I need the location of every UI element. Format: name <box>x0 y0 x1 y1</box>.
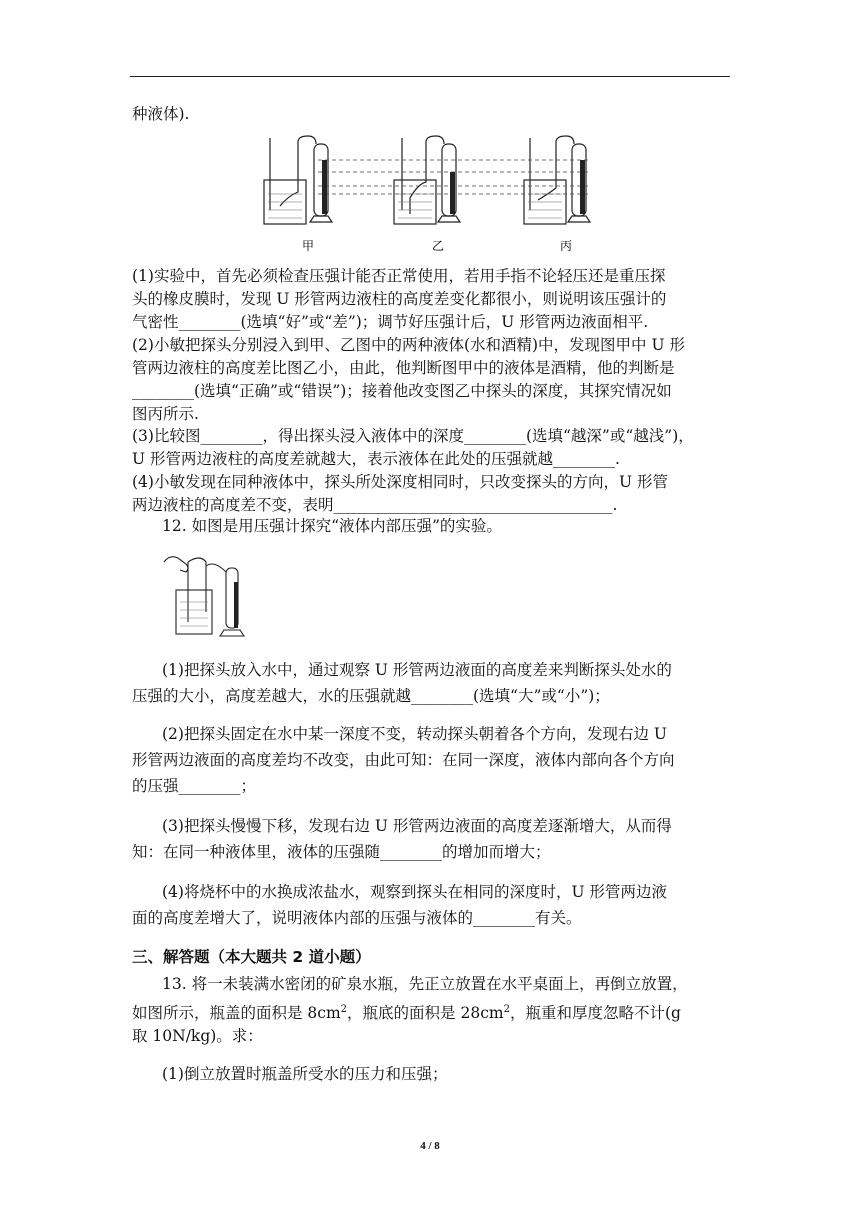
q12-p3-line-1: (3)把探头慢慢下移，发现右边 U 形管两边液面的高度差逐渐增大，从而得 <box>162 817 672 835</box>
q11-line-2: 头的橡皮膜时，发现 U 形管两边液柱的高度差变化都很小，则说明该压强计的 <box>132 290 667 308</box>
q13-line-1: 13. 将一未装满水密闭的矿泉水瓶，先正立放置在水平桌面上，再倒立放置， <box>162 975 688 993</box>
q12-p1-line-1: (1)把探头放入水中，通过观察 U 形管两边液面的高度差来判断探头处水的 <box>162 661 672 679</box>
q13-line-3: 取 10N/kg)。求： <box>132 1027 263 1045</box>
continued-text: 种液体). <box>132 105 190 123</box>
q12-p3-line-2: 知：在同一种液体里，液体的压强随________的增加而增大； <box>132 843 551 861</box>
q13-line-2: 如图所示，瓶盖的面积是 $8cm^2$，瓶底的面积是 $28cm^2$，瓶重和厚度忽略不计(g <box>132 1004 681 1023</box>
caption-yi: 乙 <box>432 239 445 253</box>
q11-line-7: 图丙所示. <box>132 405 199 423</box>
page-number: 4 / 8 <box>420 1140 440 1152</box>
manometer-figure-1 <box>258 134 598 256</box>
manometer-figure-2 <box>160 552 250 644</box>
q11-line-10: (4)小敏发现在同种液体中，探头所处深度相同时，只改变探头的方向，U 形管 <box>132 473 668 491</box>
q12-p2-line-2: 形管两边液面的高度差均不改变，由此可知：在同一深度，液体内部向各个方向 <box>132 751 675 769</box>
q11-line-1: (1)实验中，首先必须检查压强计能否正常使用，若用手指不论轻压还是重压探 <box>132 267 666 285</box>
q12-p2-line-3: 的压强________； <box>132 777 257 795</box>
q12-p4-line-2: 面的高度差增大了，说明液体内部的压强与液体的________有关。 <box>132 909 582 927</box>
q12-p4-line-1: (4)将烧杯中的水换成浓盐水，观察到探头在相同的深度时，U 形管两边液 <box>162 883 667 901</box>
header-rule <box>130 76 730 77</box>
caption-jia: 甲 <box>302 239 315 253</box>
q12-p2-line-1: (2)把探头固定在水中某一深度不变，转动探头朝着各个方向，发现右边 U <box>162 725 667 743</box>
q12-title: 12. 如图是用压强计探究“液体内部压强”的实验。 <box>162 517 502 535</box>
q11-line-6: ________(选填“正确”或“错误”)；接着他改变图乙中探头的深度，其探究情况如 <box>132 382 672 400</box>
section-heading: 三、解答题（本大题共 2 道小题） <box>132 948 371 966</box>
q11-line-4: (2)小敏把探头分别浸入到甲、乙图中的两种液体(水和酒精)中，发现图甲中 U 形 <box>132 336 685 354</box>
q11-line-11: 两边液柱的高度差不变，表明____________________________________. <box>132 496 618 514</box>
q12-p1-line-2: 压强的大小，高度差越大，水的压强就越________(选填“大”或“小”)； <box>132 687 610 705</box>
q11-line-5: 管两边液柱的高度差比图乙小，由此，他判断图甲中的液体是酒精，他的判断是 <box>132 359 675 377</box>
caption-bing: 丙 <box>560 239 573 253</box>
q13-sub-1: (1)倒立放置时瓶盖所受水的压力和压强； <box>162 1065 448 1083</box>
q11-line-3: 气密性________(选填“好”或“差”)；调节好压强计后，U 形管两边液面相平. <box>132 313 649 331</box>
q11-line-9: U 形管两边液柱的高度差就越大，表示液体在此处的压强就越________. <box>132 450 620 468</box>
q11-line-8: (3)比较图________，得出探头浸入液体中的深度________(选填“越深”或“越浅”)， <box>132 427 694 445</box>
